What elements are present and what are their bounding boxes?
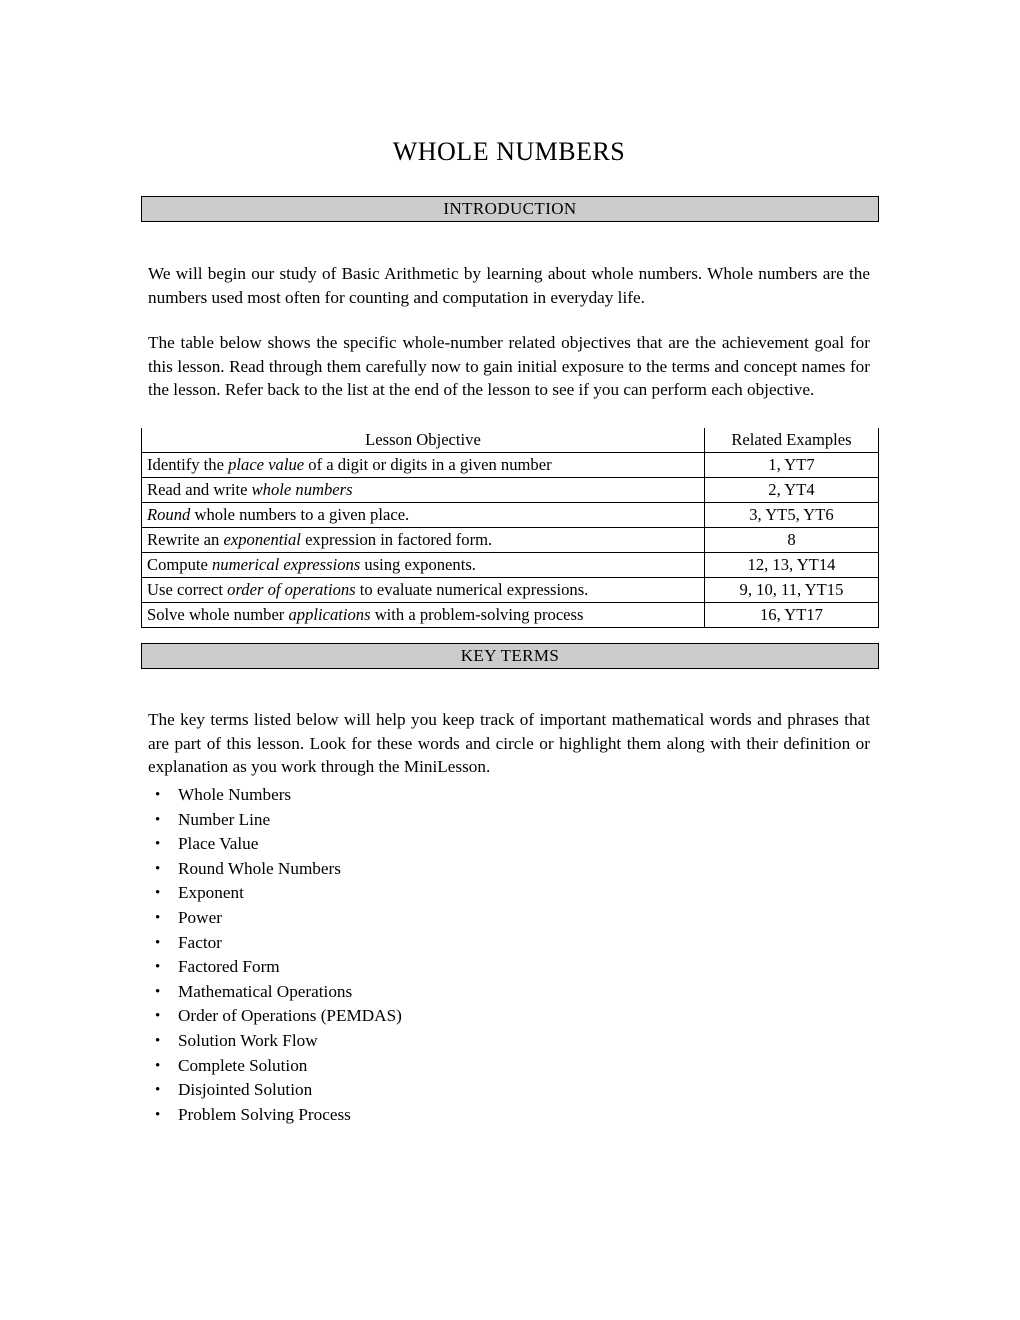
objective-text: Read and write (147, 480, 252, 499)
objective-text: Compute (147, 555, 212, 574)
table-row (142, 553, 879, 578)
objective-term-emphasis: numerical expressions (212, 555, 361, 574)
page-title: WHOLE NUMBERS (392, 137, 626, 166)
bullet-icon: • (155, 983, 161, 1000)
list-item (155, 857, 402, 882)
list-item (155, 808, 402, 833)
column-header-related-examples: Related Examples (704, 428, 878, 453)
objective-text: to evaluate numerical expressions. (355, 580, 589, 599)
list-item (155, 1004, 402, 1029)
cell-related-examples: 2, YT4 (704, 478, 878, 503)
cell-related-examples: 9, 10, 11, YT15 (704, 578, 878, 603)
table-row (142, 603, 879, 628)
key-term-label: Order of Operations (PEMDAS) (178, 1006, 402, 1026)
cell-lesson-objective (142, 453, 705, 478)
introduction-paragraph-2: The table below shows the specific whole-number related objectives that are the achievement goal for this lesson. Read through them carefully now to gain initial exposure to the terms and concept names for the lesson. Refer back to the list at the end of the lesson to see if you can perform each objective. (148, 333, 870, 400)
cell-related-examples: 8 (704, 528, 878, 553)
objective-text: Use correct (147, 580, 228, 599)
cell-lesson-objective (142, 528, 705, 553)
table-row (142, 528, 879, 553)
list-item (155, 955, 402, 980)
cell-lesson-objective (142, 578, 705, 603)
list-item (155, 906, 402, 931)
bullet-icon: • (155, 1057, 161, 1074)
objective-text: Rewrite an (147, 530, 224, 549)
objective-term-emphasis: applications (288, 605, 371, 624)
bullet-icon: • (155, 1008, 161, 1025)
list-item (155, 783, 402, 808)
key-term-label: Place Value (178, 834, 259, 854)
objective-text: Solve whole number (147, 605, 289, 624)
bullet-icon: • (155, 909, 161, 926)
table-row (142, 503, 879, 528)
lesson-objectives-table (141, 428, 879, 628)
key-term-label: Mathematical Operations (178, 981, 353, 1001)
bullet-icon: • (155, 934, 161, 951)
objective-text: expression in factored form. (300, 530, 493, 549)
table-row (142, 578, 879, 603)
cell-lesson-objective (142, 478, 705, 503)
list-item (155, 1103, 402, 1128)
key-terms-list (155, 783, 402, 1127)
key-term-label: Complete Solution (178, 1055, 308, 1075)
objective-term-emphasis: exponential (223, 530, 301, 549)
section-banner-introduction: INTRODUCTION (141, 196, 879, 222)
list-item (155, 1029, 402, 1054)
cell-related-examples: 3, YT5, YT6 (704, 503, 878, 528)
bullet-icon: • (155, 860, 161, 877)
key-term-label: Factor (178, 932, 222, 952)
cell-related-examples: 1, YT7 (704, 453, 878, 478)
table-header-row (142, 428, 879, 453)
objective-text: using exponents. (360, 555, 476, 574)
introduction-paragraph-1: We will begin our study of Basic Arithmetic by learning about whole numbers. Whole numbers are the numbers used most often for counting and computation in everyday life. (148, 264, 870, 307)
table-header (142, 428, 879, 453)
key-term-label: Disjointed Solution (178, 1080, 313, 1100)
column-header-lesson-objective: Lesson Objective (142, 428, 705, 453)
list-item (155, 881, 402, 906)
bullet-icon: • (155, 1032, 161, 1049)
table-row (142, 453, 879, 478)
key-term-label: Power (178, 907, 222, 927)
objective-term-emphasis: order of operations (227, 580, 356, 599)
key-term-label: Number Line (178, 809, 271, 829)
list-item (155, 1054, 402, 1079)
cell-lesson-objective (142, 553, 705, 578)
objective-text: Identify the (147, 455, 229, 474)
bullet-icon: • (155, 787, 161, 803)
list-item (155, 980, 402, 1005)
table-row (142, 478, 879, 503)
list-item (155, 832, 402, 857)
key-term-label: Solution Work Flow (178, 1030, 318, 1050)
cell-related-examples: 16, YT17 (704, 603, 878, 628)
key-term-label: Problem Solving Process (178, 1104, 351, 1124)
table-body (142, 453, 879, 628)
bullet-icon: • (155, 811, 161, 828)
cell-lesson-objective (142, 503, 705, 528)
objective-term-emphasis: Round (147, 505, 191, 524)
key-term-label: Exponent (178, 883, 244, 903)
objective-text: whole numbers to a given place. (190, 505, 410, 524)
bullet-icon: • (155, 836, 161, 853)
list-item (155, 931, 402, 956)
objective-term-emphasis: place value (228, 455, 305, 474)
objective-term-emphasis: whole numbers (251, 480, 353, 499)
objective-text: with a problem-solving process (370, 605, 584, 624)
key-term-label: Factored Form (178, 957, 280, 977)
section-banner-key-terms: KEY TERMS (141, 643, 879, 669)
key-terms-paragraph: The key terms listed below will help you keep track of important mathematical words and phrases that are part of this lesson. Look for these words and circle or highlight them along with their definition or explanation as you work through the MiniLesson. (148, 710, 870, 777)
bullet-icon: • (155, 885, 161, 902)
bullet-icon: • (155, 959, 161, 976)
list-item (155, 1078, 402, 1103)
cell-related-examples: 12, 13, YT14 (704, 553, 878, 578)
bullet-icon: • (155, 1082, 161, 1099)
key-term-label: Whole Numbers (178, 785, 292, 804)
cell-lesson-objective (142, 603, 705, 628)
key-term-label: Round Whole Numbers (178, 858, 341, 878)
objective-text: of a digit or digits in a given number (304, 455, 552, 474)
bullet-icon: • (155, 1106, 161, 1123)
